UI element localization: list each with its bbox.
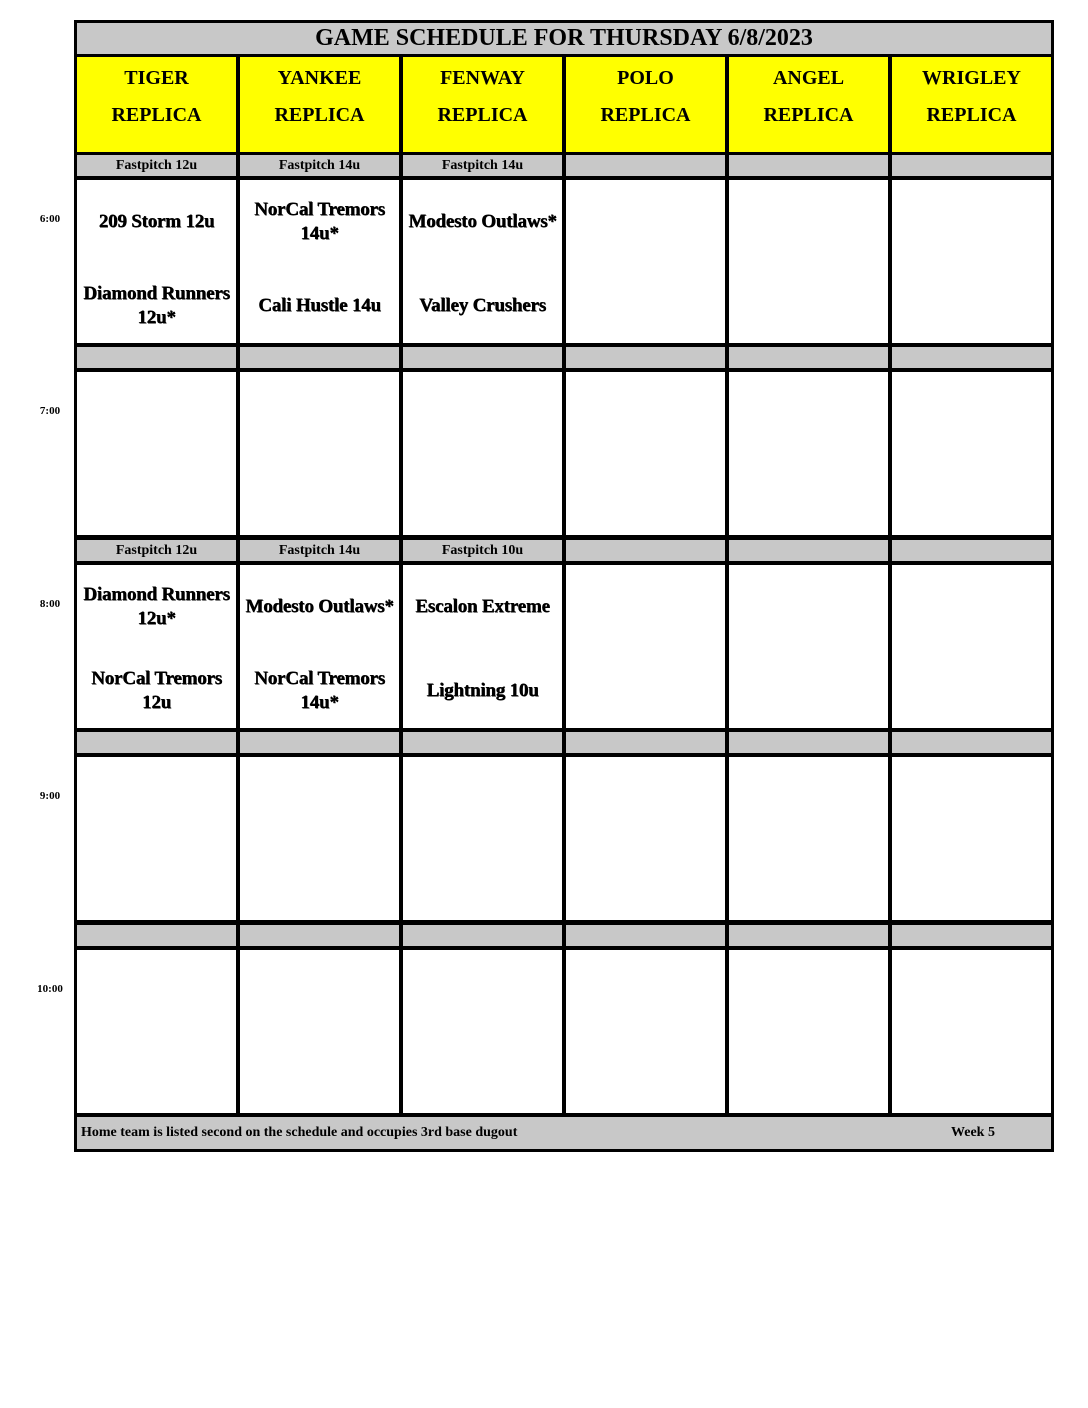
game-cell bbox=[403, 180, 562, 343]
home-team bbox=[892, 663, 1051, 719]
schedule-table bbox=[74, 20, 1054, 1152]
game-cell bbox=[77, 180, 236, 343]
page-title: GAME SCHEDULE FOR THURSDAY 6/8/2023 bbox=[77, 23, 1051, 54]
away-team: Escalon Extreme bbox=[415, 596, 550, 617]
home-team: NorCal Tremors 12u bbox=[91, 668, 222, 713]
division-label bbox=[729, 540, 888, 561]
division-label bbox=[892, 732, 1051, 753]
game-cell bbox=[77, 372, 236, 535]
division-label bbox=[729, 347, 888, 368]
game-cell bbox=[729, 950, 888, 1113]
game-cell bbox=[77, 565, 236, 728]
time-label: 9:00 bbox=[39, 790, 61, 802]
field-header bbox=[77, 57, 236, 152]
game-cell bbox=[566, 565, 725, 728]
game-cell bbox=[729, 757, 888, 920]
away-team bbox=[892, 579, 1051, 635]
game-cell bbox=[566, 950, 725, 1113]
field-sub: REPLICA bbox=[926, 104, 1017, 126]
game-cell bbox=[892, 757, 1051, 920]
footer-bar bbox=[77, 1117, 1051, 1149]
home-team bbox=[892, 470, 1051, 526]
home-team: Diamond Runners 12u* bbox=[83, 283, 230, 328]
away-team: Modesto Outlaws* bbox=[408, 211, 557, 232]
home-team bbox=[729, 278, 888, 334]
game-cell bbox=[240, 565, 399, 728]
division-label bbox=[729, 732, 888, 753]
division-label bbox=[892, 155, 1051, 176]
field-name: YANKEE bbox=[277, 67, 362, 89]
game-cell bbox=[403, 757, 562, 920]
game-cell bbox=[240, 950, 399, 1113]
game-cell bbox=[240, 757, 399, 920]
time-label: 6:00 bbox=[39, 213, 61, 225]
division-label: Fastpitch 14u bbox=[403, 155, 562, 176]
division-label: Fastpitch 12u bbox=[77, 540, 236, 561]
field-header bbox=[729, 57, 888, 152]
home-team bbox=[77, 1048, 236, 1104]
field-name: POLO bbox=[617, 67, 674, 89]
away-team bbox=[403, 386, 562, 442]
away-team bbox=[566, 579, 725, 635]
away-team: Diamond Runners 12u* bbox=[83, 584, 230, 629]
division-label bbox=[240, 347, 399, 368]
field-sub: REPLICA bbox=[437, 104, 528, 126]
field-name: WRIGLEY bbox=[922, 67, 1021, 89]
home-team bbox=[403, 1048, 562, 1104]
game-cell bbox=[77, 757, 236, 920]
field-sub: REPLICA bbox=[600, 104, 691, 126]
away-team bbox=[729, 964, 888, 1020]
division-label bbox=[403, 347, 562, 368]
game-cell bbox=[403, 565, 562, 728]
time-label: 8:00 bbox=[39, 598, 61, 610]
division-label bbox=[892, 540, 1051, 561]
home-team bbox=[892, 278, 1051, 334]
game-cell bbox=[566, 180, 725, 343]
away-team: 209 Storm 12u bbox=[98, 211, 215, 232]
field-header bbox=[892, 57, 1051, 152]
away-team bbox=[566, 771, 725, 827]
home-team: Valley Crushers bbox=[419, 295, 546, 316]
field-header bbox=[566, 57, 725, 152]
field-sub: REPLICA bbox=[111, 104, 202, 126]
division-label bbox=[240, 732, 399, 753]
field-header bbox=[240, 57, 399, 152]
away-team bbox=[403, 771, 562, 827]
game-cell bbox=[566, 757, 725, 920]
footer-note: Home team is listed second on the schedule and occupies 3rd base dugout bbox=[81, 1125, 518, 1140]
away-team: Modesto Outlaws* bbox=[245, 596, 394, 617]
away-team bbox=[729, 579, 888, 635]
division-label bbox=[892, 925, 1051, 946]
home-team bbox=[566, 470, 725, 526]
game-cell bbox=[729, 180, 888, 343]
home-team bbox=[403, 470, 562, 526]
division-label bbox=[403, 925, 562, 946]
division-label: Fastpitch 12u bbox=[77, 155, 236, 176]
division-label bbox=[403, 732, 562, 753]
game-cell bbox=[77, 950, 236, 1113]
game-cell bbox=[403, 372, 562, 535]
home-team: NorCal Tremors 14u* bbox=[254, 668, 385, 713]
home-team bbox=[403, 855, 562, 911]
time-label: 7:00 bbox=[39, 405, 61, 417]
game-cell bbox=[729, 565, 888, 728]
division-label bbox=[240, 925, 399, 946]
away-team bbox=[566, 194, 725, 250]
away-team: NorCal Tremors 14u* bbox=[254, 199, 385, 244]
game-cell bbox=[892, 372, 1051, 535]
away-team bbox=[892, 771, 1051, 827]
away-team bbox=[403, 964, 562, 1020]
division-label bbox=[566, 540, 725, 561]
home-team bbox=[566, 278, 725, 334]
away-team bbox=[729, 771, 888, 827]
division-label bbox=[729, 155, 888, 176]
field-sub: REPLICA bbox=[763, 104, 854, 126]
division-label bbox=[566, 155, 725, 176]
home-team bbox=[240, 1048, 399, 1104]
game-cell bbox=[729, 372, 888, 535]
home-team bbox=[566, 663, 725, 719]
division-label bbox=[77, 347, 236, 368]
away-team bbox=[240, 386, 399, 442]
game-cell bbox=[240, 180, 399, 343]
home-team bbox=[729, 1048, 888, 1104]
field-sub: REPLICA bbox=[274, 104, 365, 126]
field-header bbox=[403, 57, 562, 152]
home-team bbox=[729, 663, 888, 719]
field-name: FENWAY bbox=[440, 67, 525, 89]
away-team bbox=[240, 771, 399, 827]
away-team bbox=[77, 964, 236, 1020]
division-label bbox=[729, 925, 888, 946]
away-team bbox=[892, 194, 1051, 250]
week-label: Week 5 bbox=[951, 1125, 995, 1140]
away-team bbox=[729, 194, 888, 250]
division-label bbox=[566, 732, 725, 753]
home-team bbox=[240, 470, 399, 526]
division-label bbox=[77, 925, 236, 946]
away-team bbox=[77, 386, 236, 442]
away-team bbox=[77, 771, 236, 827]
home-team bbox=[729, 470, 888, 526]
home-team bbox=[77, 470, 236, 526]
home-team bbox=[240, 855, 399, 911]
game-cell bbox=[403, 950, 562, 1113]
game-cell bbox=[892, 565, 1051, 728]
home-team bbox=[892, 1048, 1051, 1104]
away-team bbox=[892, 386, 1051, 442]
away-team bbox=[240, 964, 399, 1020]
game-cell bbox=[566, 372, 725, 535]
division-label: Fastpitch 14u bbox=[240, 540, 399, 561]
division-label bbox=[77, 732, 236, 753]
field-name: TIGER bbox=[124, 67, 189, 89]
division-label: Fastpitch 14u bbox=[240, 155, 399, 176]
away-team bbox=[892, 964, 1051, 1020]
division-label: Fastpitch 10u bbox=[403, 540, 562, 561]
division-label bbox=[892, 347, 1051, 368]
home-team bbox=[892, 855, 1051, 911]
game-cell bbox=[892, 950, 1051, 1113]
division-label bbox=[566, 925, 725, 946]
home-team bbox=[566, 855, 725, 911]
home-team bbox=[729, 855, 888, 911]
away-team bbox=[566, 386, 725, 442]
game-cell bbox=[240, 372, 399, 535]
time-label: 10:00 bbox=[37, 983, 63, 995]
away-team bbox=[566, 964, 725, 1020]
field-name: ANGEL bbox=[772, 67, 845, 89]
home-team: Lightning 10u bbox=[426, 680, 539, 701]
home-team bbox=[566, 1048, 725, 1104]
away-team bbox=[729, 386, 888, 442]
division-label bbox=[566, 347, 725, 368]
home-team bbox=[77, 855, 236, 911]
home-team: Cali Hustle 14u bbox=[258, 295, 381, 316]
game-cell bbox=[892, 180, 1051, 343]
